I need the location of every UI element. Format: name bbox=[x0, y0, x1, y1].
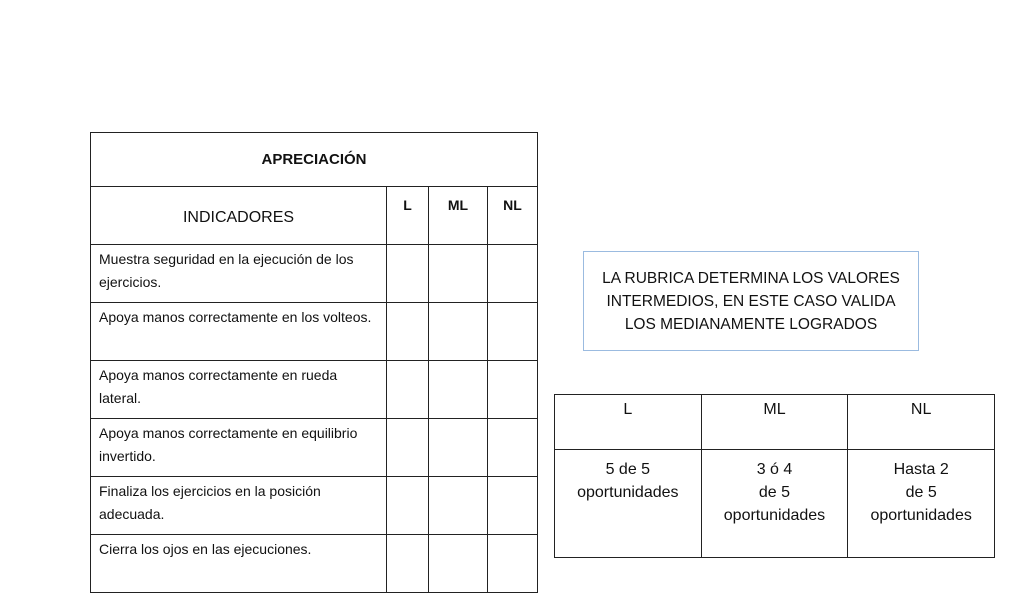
mark-cell-ml[interactable] bbox=[429, 245, 488, 303]
rubric-note-text: LA RUBRICA DETERMINA LOS VALORES INTERMEDIOS, EN ESTE CASO VALIDA LOS MEDIANAMENTE LOGRADOS bbox=[602, 269, 900, 333]
mark-cell-l[interactable] bbox=[387, 245, 429, 303]
scale-value-nl: Hasta 2 de 5 oportunidades bbox=[848, 450, 995, 558]
column-header-nl: NL bbox=[488, 187, 538, 245]
mark-cell-nl[interactable] bbox=[488, 361, 538, 419]
rubric-title-row bbox=[91, 133, 538, 187]
mark-cell-ml[interactable] bbox=[429, 361, 488, 419]
column-header-l: L bbox=[387, 187, 429, 245]
mark-cell-l[interactable] bbox=[387, 477, 429, 535]
mark-cell-l[interactable] bbox=[387, 303, 429, 361]
mark-cell-ml[interactable] bbox=[429, 535, 488, 593]
mark-cell-nl[interactable] bbox=[488, 419, 538, 477]
rubric-table bbox=[90, 132, 538, 593]
rubric-title: APRECIACIÓN bbox=[91, 133, 538, 187]
table-row bbox=[91, 535, 538, 593]
rubric-note-box bbox=[583, 251, 919, 351]
mark-cell-ml[interactable] bbox=[429, 419, 488, 477]
mark-cell-nl[interactable] bbox=[488, 245, 538, 303]
mark-cell-l[interactable] bbox=[387, 361, 429, 419]
indicator-text: Muestra seguridad en la ejecución de los ejercicios. bbox=[91, 245, 387, 303]
mark-cell-nl[interactable] bbox=[488, 477, 538, 535]
indicator-text: Finaliza los ejercicios en la posición adecuada. bbox=[91, 477, 387, 535]
scale-values-row bbox=[555, 450, 995, 558]
table-row bbox=[91, 245, 538, 303]
scale-value-ml: 3 ó 4 de 5 oportunidades bbox=[701, 450, 848, 558]
table-row bbox=[91, 303, 538, 361]
mark-cell-nl[interactable] bbox=[488, 535, 538, 593]
mark-cell-ml[interactable] bbox=[429, 477, 488, 535]
rubric-header-row bbox=[91, 187, 538, 245]
scale-header-ml: ML bbox=[701, 395, 848, 450]
scale-header-l: L bbox=[555, 395, 702, 450]
mark-cell-nl[interactable] bbox=[488, 303, 538, 361]
scale-table bbox=[554, 394, 995, 558]
column-header-ml: ML bbox=[429, 187, 488, 245]
scale-value-l: 5 de 5 oportunidades bbox=[555, 450, 702, 558]
indicator-text: Apoya manos correctamente en equilibrio invertido. bbox=[91, 419, 387, 477]
mark-cell-l[interactable] bbox=[387, 419, 429, 477]
indicator-text: Apoya manos correctamente en rueda lateral. bbox=[91, 361, 387, 419]
scale-header-row bbox=[555, 395, 995, 450]
scale-header-nl: NL bbox=[848, 395, 995, 450]
mark-cell-l[interactable] bbox=[387, 535, 429, 593]
indicators-header: INDICADORES bbox=[91, 187, 387, 245]
table-row bbox=[91, 477, 538, 535]
table-row bbox=[91, 361, 538, 419]
indicator-text: Apoya manos correctamente en los volteos. bbox=[91, 303, 387, 361]
mark-cell-ml[interactable] bbox=[429, 303, 488, 361]
table-row bbox=[91, 419, 538, 477]
indicator-text: Cierra los ojos en las ejecuciones. bbox=[91, 535, 387, 593]
